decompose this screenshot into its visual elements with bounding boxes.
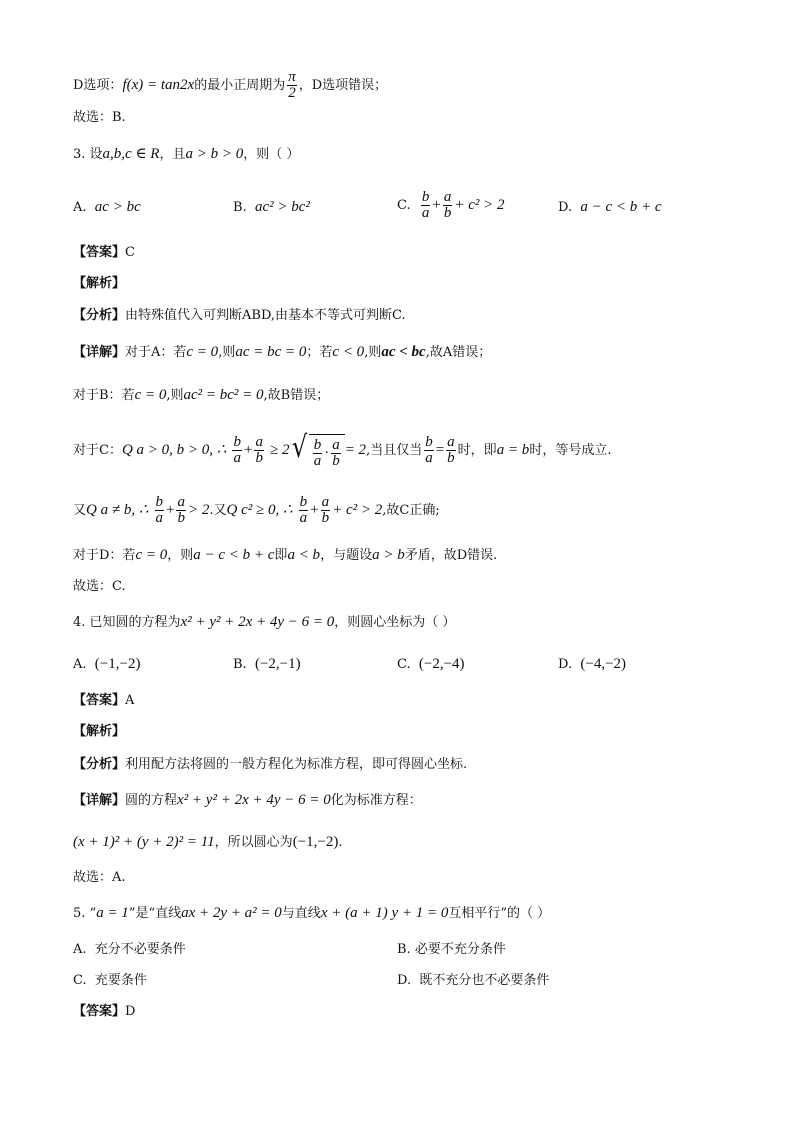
q4-option-b: B. (−2,−1)	[233, 656, 301, 672]
q3-answer: 【答案】C	[73, 245, 135, 260]
q4-option-a: A. (−1,−2)	[73, 656, 141, 672]
q3-detail-b: 对于B：若c = 0,则ac² = bc² = 0,故B错误；	[73, 387, 330, 403]
q4-detail: 【详解】圆的方程x² + y² + 2x + 4y − 6 = 0化为标准方程：	[73, 792, 422, 808]
q5-option-a: A. 充分不必要条件	[73, 942, 186, 957]
q4-analysis: 【解析】	[73, 724, 126, 739]
q4-choose: 故选：A.	[73, 870, 126, 885]
prev-d-option: D选项：f(x) = tan2x的最小正周期为 $\frac{\pi}{2}$ ，D选项错误；	[73, 69, 388, 101]
prev-choose: 故选：B.	[73, 110, 126, 125]
q3-analysis: 【解析】	[73, 276, 126, 291]
q3-option-d: D. a − c < b + c	[558, 199, 662, 215]
q5-option-b: B. 必要不充分条件	[397, 942, 506, 957]
q5-stem: 5. “a = 1”是“直线ax + 2y + a² = 0与直线x + (a + 1) y + 1 = 0互相平行”的（ ）	[73, 905, 551, 921]
q3-fenxi: 【分析】由特殊值代入可判断ABD,由基本不等式可判断C.	[73, 308, 406, 323]
q3-stem: 3. 设a,b,c ∈ R，且a > b > 0，则（ ）	[73, 146, 300, 162]
q4-fenxi: 【分析】利用配方法将圆的一般方程化为标准方程，即可得圆心坐标.	[73, 757, 468, 772]
q3-detail-c: 对于C：Q a > 0, b > 0, ∴ $\frac{b}{a}$ + $\frac{a}{b}$ ≥ 2 √ $\frac{b}{a}$ · $\frac{a}{b}$ = 2,当且仅当 $\frac{b}{a}$ = $\frac{a}{b}$ 时，即a = b时，等号成立.	[73, 430, 611, 471]
q4-equation: (x + 1)² + (y + 2)² = 11，所以圆心为(−1,−2).	[73, 834, 343, 850]
q3-detail-d: 对于D：若c = 0，则a − c < b + c即a < b，与题设a > b矛盾，故D错误.	[73, 547, 498, 563]
q4-stem: 4. 已知圆的方程为x² + y² + 2x + 4y − 6 = 0，则圆心坐标为（ ）	[73, 614, 456, 630]
q5-option-d: D. 既不充分也不必要条件	[397, 973, 550, 988]
q3-option-c: C. $\frac{b}{a}$ + $\frac{a}{b}$ + c² > 2	[397, 189, 505, 221]
q3-option-a: A. ac > bc	[73, 199, 141, 215]
q4-option-d: D. (−4,−2)	[558, 656, 627, 672]
q4-answer: 【答案】A	[73, 693, 135, 708]
q3-detail-a: 【详解】对于A：若c = 0,则ac = bc = 0；若c < 0,则ac < bc,故A错误；	[73, 344, 492, 360]
q4-option-c: C. (−2,−4)	[397, 656, 465, 672]
q3-choose: 故选：C.	[73, 579, 126, 594]
q3-detail-c2: 又Q a ≠ b, ∴ $\frac{b}{a}$ + $\frac{a}{b}$ > 2.又Q c² ≥ 0, ∴ $\frac{b}{a}$ + $\frac{a}{b}$ + c² > 2,故C正确;	[73, 494, 440, 526]
q5-answer: 【答案】D	[73, 1004, 136, 1019]
q5-option-c: C. 充要条件	[73, 973, 147, 988]
q3-option-b: B. ac² > bc²	[233, 199, 310, 215]
